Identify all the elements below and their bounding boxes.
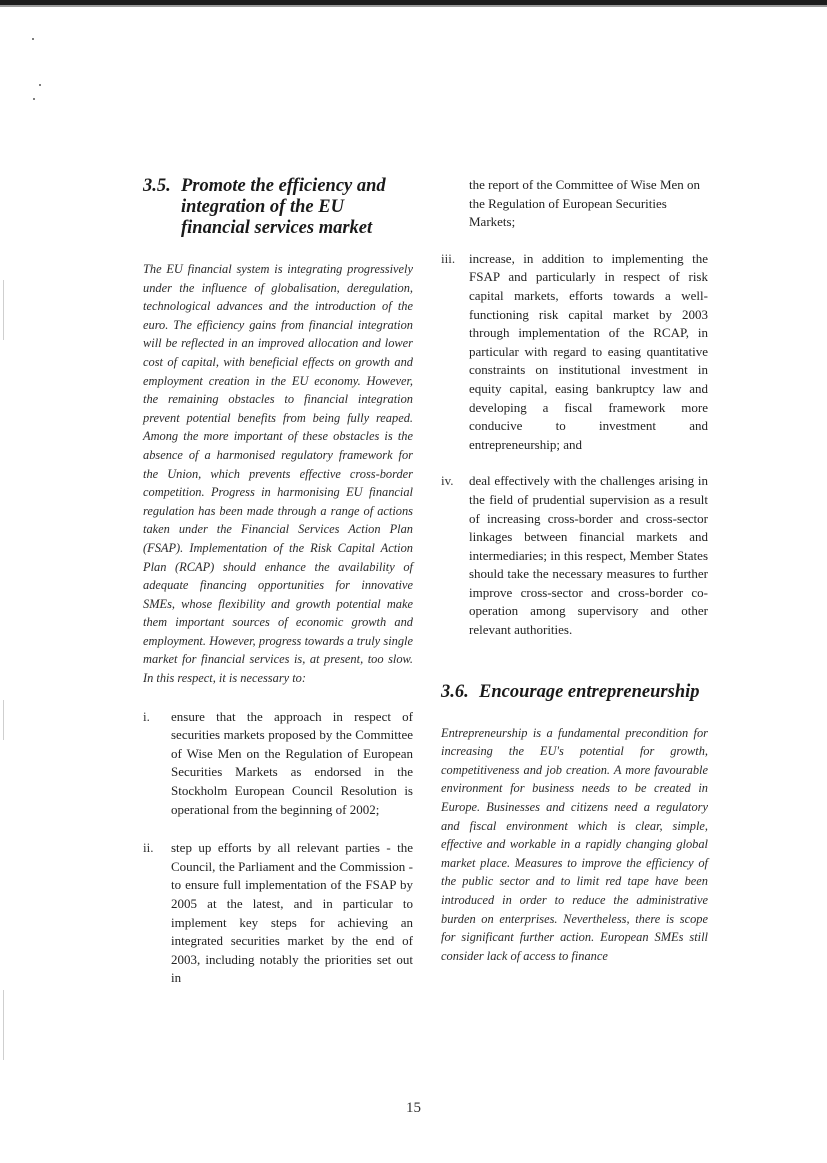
section-title: Promote the efficiency and integration of the EU financial services market: [181, 176, 386, 238]
section-number: 3.5.: [143, 176, 171, 196]
scan-speck: [39, 84, 41, 86]
list-item: [143, 708, 413, 820]
scan-margin-line: [3, 700, 4, 740]
list-item-text: ensure that the approach in respect of securities markets proposed by the Committee of Wise Men on the Regulation of European Securities Markets as endorsed in the Stockholm European Council Resolution is operational from the beginning of 2002;: [171, 708, 413, 817]
list-item: [441, 472, 708, 639]
section-intro: Entrepreneurship is a fundamental precondition for increasing the EU's potential for growth, competitiveness and job creation. A more favourable environment for business needs to be created in Europe. Businesses and citizens need a regulatory and fiscal environment which is clear, simple, effective and workable in a rapidly changing global market place. Measures to improve the efficiency of the public sector and to limit red tape have been introduced in order to reduce the administrative burden on enterprises. Nevertheless, there is scope for significant further action. European SMEs still consider lack of access to finance: [441, 725, 708, 963]
scan-speck: [33, 98, 35, 100]
section-heading-3-6: [441, 682, 708, 703]
top-border-shadow: [0, 5, 827, 7]
list-marker: i.: [143, 708, 150, 724]
list-item-text: increase, in addition to implementing the FSAP and particularly in respect of risk capital markets, efforts towards a well-functioning risk capital market by 2003 through implementation of the RCAP, in particular with regard to easing quantitative constraints on institutional investment in equity capital, easing bankruptcy law and developing a fiscal framework more conducive to investment and entrepreneurship; and: [469, 250, 708, 452]
left-column: [143, 176, 413, 988]
scan-speck: [32, 38, 34, 40]
section-heading-3-5: [143, 176, 413, 239]
section-intro: The EU financial system is integrating progressively under the influence of globalisation, deregulation, technological advances and the introduction of the euro. The efficiency gains from financial integration will be reflected in an improved allocation and lower cost of capital, with beneficial effects on growth and employment creation in the EU economy. However, the remaining obstacles to financial integration prevent potential benefits from being fully reaped. Among the more important of these obstacles is the absence of a harmonised regulatory framework for the Union, which prevents effective cross-border competition. Progress in harmonising EU financial regulation has been made through a range of actions taken under the Financial Services Action Plan (FSAP). Implementation of the Risk Capital Action Plan (RCAP) should enhance the availability of adequate financing opportunities for innovative SMEs, whose flexibility and growth potential make them important sources of economic growth and employment. However, progress towards a truly single market for financial services is, at present, too slow. In this respect, it is necessary to:: [143, 262, 413, 686]
list-item-text: deal effectively with the challenges arising in the field of prudential supervision as a result of increasing cross-border and cross-sector linkages between financial markets and intermediaries; in this respect, Member States should take the necessary measures to further improve cross-sector and cross-border co-operation among supervisory and other relevant authorities.: [469, 473, 708, 638]
list-item-continuation: the report of the Committee of Wise Men on the Regulation of European Securities Markets;: [469, 177, 701, 230]
scan-margin-line: [3, 280, 4, 340]
right-column: [441, 176, 708, 965]
list-item: [441, 250, 708, 455]
list-marker: iii.: [441, 250, 456, 266]
scan-margin-line: [3, 990, 4, 1060]
section-title: Encourage entrepreneurship: [479, 681, 700, 702]
recommendation-list-continued: [441, 250, 708, 640]
recommendation-list: [143, 708, 413, 988]
list-marker: ii.: [143, 840, 154, 856]
section-number: 3.6.: [441, 681, 469, 702]
page-number: 15: [406, 1100, 421, 1116]
list-marker: iv.: [441, 473, 454, 489]
list-item: [143, 839, 413, 988]
list-item-text: step up efforts by all relevant parties - the Council, the Parliament and the Commission - to ensure full implementation of the FSAP by 2005 at the latest, and in particular to implement key steps for achieving an integrated securities market by the end of 2003, including notably the priorities set out in: [171, 840, 413, 986]
